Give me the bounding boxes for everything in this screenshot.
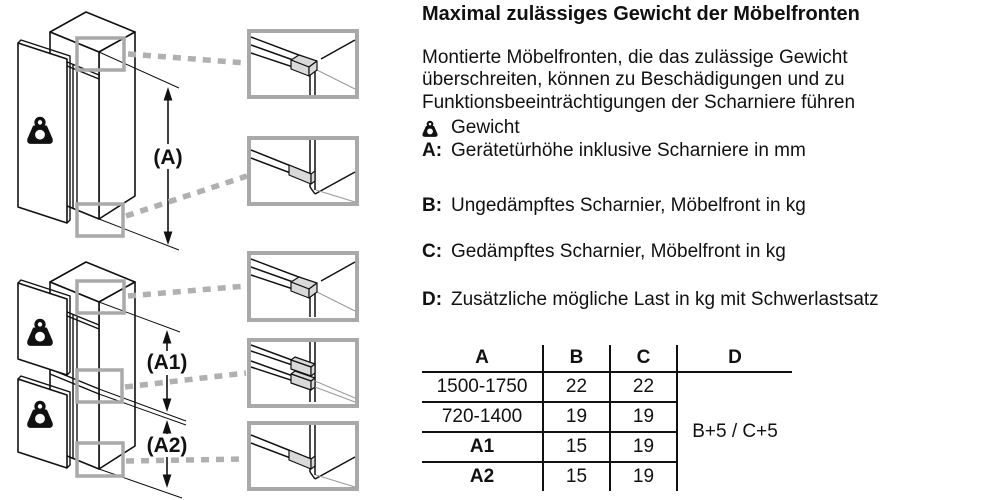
figure-double-door bbox=[18, 253, 357, 498]
cell-a: 720-1400 bbox=[422, 402, 543, 432]
cell-b: 15 bbox=[543, 462, 610, 491]
col-header-d: D bbox=[677, 345, 792, 372]
col-header-c: C bbox=[610, 345, 677, 372]
legend-key: B: bbox=[422, 195, 443, 217]
callout-connector bbox=[126, 176, 247, 216]
cell-a: 1500-1750 bbox=[422, 372, 543, 402]
legend-item-b bbox=[422, 195, 1000, 217]
legend-label: Gedämpftes Scharnier, Möbelfront in kg bbox=[451, 241, 786, 263]
legend-item-c bbox=[422, 241, 1000, 263]
cell-c: 22 bbox=[610, 372, 677, 402]
cell-a: A2 bbox=[469, 466, 495, 488]
dim-label-a: (A) bbox=[153, 146, 183, 169]
callout-connector bbox=[128, 54, 246, 63]
cell-c: 19 bbox=[610, 402, 677, 432]
table-row bbox=[422, 372, 792, 402]
load-table bbox=[422, 345, 792, 491]
legend-label: Ungedämpftes Scharnier, Möbelfront in kg bbox=[451, 195, 806, 217]
cell-c: 19 bbox=[610, 462, 677, 491]
legend-item-d bbox=[422, 289, 1000, 311]
weight-icon bbox=[422, 117, 451, 139]
installation-figures bbox=[0, 0, 420, 500]
legend-key: D: bbox=[422, 288, 443, 310]
table-header-row bbox=[422, 345, 792, 372]
col-header-b: B bbox=[543, 345, 610, 372]
intro-paragraph: Montierte Möbelfronten, die das zulässige Gewicht überschreiten, können zu Beschädigungen und zu Funktionsbeeinträchtigungen der Scharniere führen bbox=[422, 47, 856, 113]
callout-connector bbox=[126, 459, 246, 461]
callout-connector bbox=[128, 286, 246, 296]
text-column bbox=[422, 0, 1000, 491]
cell-a: A1 bbox=[422, 432, 543, 462]
cell-b: 15 bbox=[543, 432, 610, 462]
legend-label: Gerätetürhöhe inklusive Scharniere in mm bbox=[451, 139, 806, 161]
callout-connector bbox=[125, 373, 246, 387]
cell-c: 19 bbox=[610, 432, 677, 462]
legend-item-weight bbox=[422, 117, 1000, 139]
cell-b: 19 bbox=[543, 402, 610, 432]
cell-d-span: B+5 / C+5 bbox=[677, 372, 792, 491]
legend-key: A: bbox=[422, 139, 443, 161]
dim-label-a1: (A1) bbox=[146, 351, 188, 374]
legend-key: C: bbox=[422, 241, 443, 263]
legend-label: Gewicht bbox=[451, 117, 520, 139]
legend-label: Zusätzliche mögliche Last in kg mit Schwerlastsatz bbox=[451, 288, 879, 310]
dim-label-a2: (A2) bbox=[146, 434, 188, 457]
cell-b: 22 bbox=[543, 372, 610, 402]
figure-single-door bbox=[18, 12, 357, 250]
legend-item-a bbox=[422, 140, 1000, 162]
col-header-a: A bbox=[422, 345, 543, 372]
page-title: Maximal zulässiges Gewicht der Möbelfronten bbox=[422, 3, 860, 25]
legend bbox=[422, 117, 1000, 311]
